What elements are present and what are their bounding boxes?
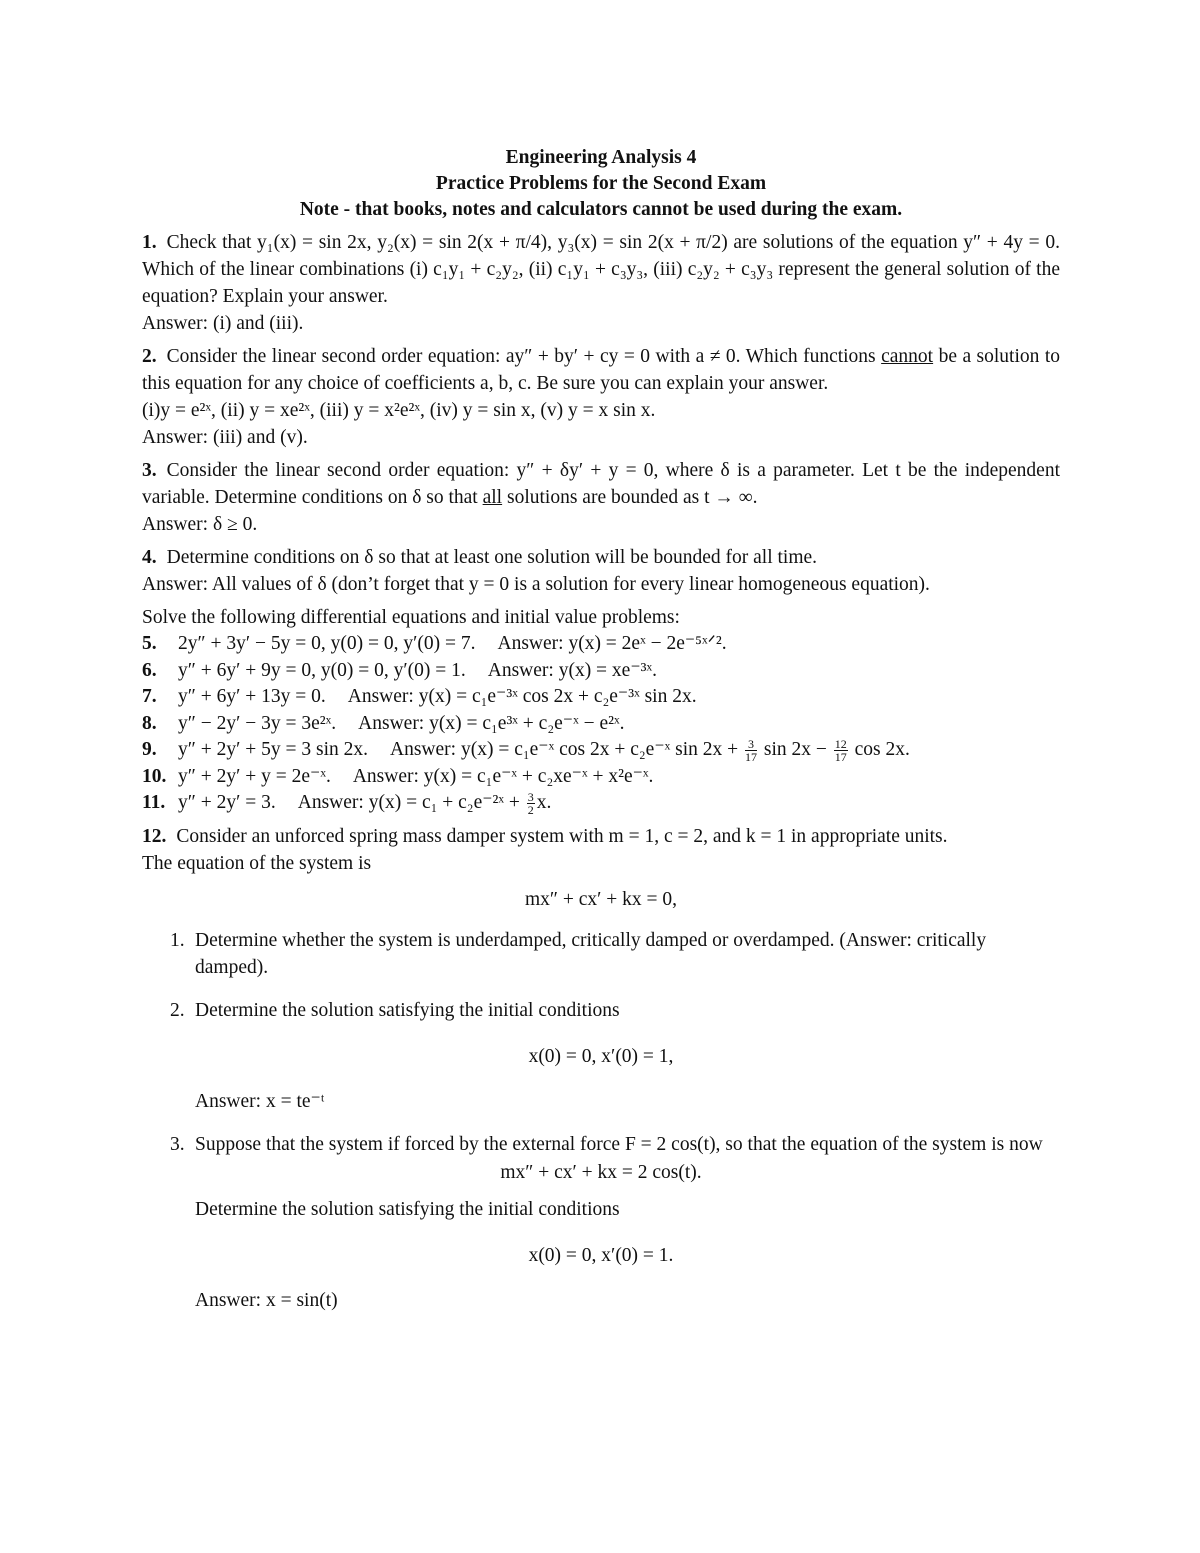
solve-item-10 xyxy=(142,764,1060,791)
document-title: Engineering Analysis 4 xyxy=(505,147,697,168)
problem-number: 7. xyxy=(142,686,157,707)
problem-number: 9. xyxy=(142,739,157,760)
subproblem-3 xyxy=(142,1131,1060,1314)
system-equation: mx″ + cx′ + kx = 0, xyxy=(524,888,678,910)
problem-text: be a solution to this equation for any choice of coefficients a, b, c. Be sure you can explain your answer. xyxy=(142,346,1061,394)
problem-number: 10. xyxy=(142,765,167,787)
subproblem-answer: Answer: x = te⁻ᵗ xyxy=(195,1090,325,1112)
subproblem-1 xyxy=(142,927,1060,981)
problem-answer: Answer: δ ≥ 0. xyxy=(142,514,258,535)
problem-answer: Answer: y(x) = xe⁻³ˣ. xyxy=(487,659,657,681)
problem-text: Consider the linear second order equation: ay″ + by′ + cy = 0 with a ≠ 0. Which functions xyxy=(166,346,876,367)
document-page xyxy=(142,145,1060,1330)
problem-number: 3. xyxy=(142,460,157,481)
problem-text: The equation of the system is xyxy=(142,852,372,874)
equation: y″ + 2y′ + 5y = 3 sin 2x. xyxy=(178,739,369,760)
solve-list xyxy=(142,631,1060,817)
numerator: 3 xyxy=(527,790,534,805)
problem-answer: Answer: y(x) = c₁e³ˣ + c₂e⁻ˣ − e²ˣ. xyxy=(358,712,625,734)
problem-answer: Answer: y(x) = 2eˣ − 2e⁻⁵ˣᐟ². xyxy=(497,633,727,654)
problem-number: 8. xyxy=(142,712,157,734)
problem-4 xyxy=(142,544,1060,598)
problem-answer: Answer: (iii) and (v). xyxy=(142,427,308,448)
subproblem-marker: 2. xyxy=(170,999,185,1021)
problem-text: Check that y₁(x) = sin 2x, y₂(x) = sin 2(x + π/4), y₃(x) = sin 2(x + π/2) are solutions of the xyxy=(166,232,885,253)
problem-2 xyxy=(142,343,1060,451)
answer-part: sin 2x − xyxy=(763,739,827,760)
problem-number: 11. xyxy=(142,792,166,813)
problem-answer: Answer: All values of δ (don’t forget that y = 0 is a solution for every linear homogeneous equation). xyxy=(142,574,930,595)
numerator: 12 xyxy=(834,737,847,752)
denominator: 2 xyxy=(527,803,534,818)
subproblem-text: Suppose that the system if forced by the external force F = 2 cos(t), so that the equation of the system is now xyxy=(195,1133,1043,1155)
underlined-word: all xyxy=(482,487,503,508)
fraction xyxy=(527,791,535,816)
exam-note: Note - that books, notes and calculators cannot be used during the exam. xyxy=(299,199,903,220)
problem-3 xyxy=(142,457,1060,538)
problem-text: equation y″ + 4y = 0. Which of the linear combinations (i) c₁y₁ + c₂y₂, (ii) c₁y₁ + c₃y₃, (iii) c₂y₂ + c₃y₃ xyxy=(142,232,1060,280)
solve-item-5 xyxy=(142,631,1060,658)
problem-number: 5. xyxy=(142,633,157,654)
denominator: 17 xyxy=(745,750,758,765)
subproblem-text: Determine whether the system is underdamped, critically damped or overdamped. (Answer: critically damped). xyxy=(195,929,987,978)
answer-part: cos 2x. xyxy=(854,739,910,760)
problem-1 xyxy=(142,229,1060,337)
problem-answer xyxy=(390,737,910,765)
problem-text: Consider the linear second order equation: y″ + δy′ + y = 0, where δ is a parameter. Let t be the xyxy=(166,460,958,481)
equation: y″ + 6y′ + 9y = 0, y(0) = 0, y′(0) = 1. xyxy=(178,659,466,681)
problem-text: represent the general solution of the equation? Explain your answer. xyxy=(142,259,1060,307)
answer-part: x. xyxy=(536,792,552,813)
problem-number: 4. xyxy=(142,547,157,568)
subproblem-2 xyxy=(142,997,1060,1115)
initial-conditions: x(0) = 0, x′(0) = 1, xyxy=(528,1045,674,1067)
denominator: 17 xyxy=(834,750,847,765)
solve-item-8 xyxy=(142,711,1060,738)
initial-conditions: x(0) = 0, x′(0) = 1. xyxy=(528,1244,674,1266)
equation: 2y″ + 3y′ − 5y = 0, y(0) = 0, y′(0) = 7. xyxy=(178,633,476,654)
equation: y″ + 6y′ + 13y = 0. xyxy=(178,686,326,707)
subproblem-answer: Answer: x = sin(t) xyxy=(195,1289,338,1311)
document-subtitle: Practice Problems for the Second Exam xyxy=(435,173,767,194)
equation: y″ − 2y′ − 3y = 3e²ˣ. xyxy=(178,712,337,734)
problem-text: Consider an unforced spring mass damper system with m = 1, c = 2, and k = 1 in appropriate units. xyxy=(176,825,948,847)
problem-answer: Answer: y(x) = c₁e⁻³ˣ cos 2x + c₂e⁻³ˣ sin 2x. xyxy=(347,686,697,707)
subproblem-text: Determine the solution satisfying the initial conditions xyxy=(195,999,620,1021)
problem-number: 6. xyxy=(142,659,157,681)
solve-item-11 xyxy=(142,790,1060,817)
fraction xyxy=(834,738,848,763)
subproblem-marker: 1. xyxy=(170,929,185,951)
problem-text: Determine conditions on δ so that at least one solution will be bounded for all time. xyxy=(166,547,818,568)
answer-part: Answer: y(x) = c₁ + c₂e⁻²ˣ + xyxy=(297,792,520,813)
problem-12 xyxy=(142,823,1060,877)
subproblem-marker: 3. xyxy=(170,1133,185,1155)
forced-equation: mx″ + cx′ + kx = 2 cos(t). xyxy=(500,1161,702,1183)
solve-item-7 xyxy=(142,684,1060,711)
solve-intro: Solve the following differential equations and initial value problems: xyxy=(142,607,680,628)
answer-part: Answer: y(x) = c₁e⁻ˣ cos 2x + c₂e⁻ˣ sin 2x + xyxy=(390,739,739,760)
equation: y″ + 2y′ + y = 2e⁻ˣ. xyxy=(178,765,331,787)
solve-item-9 xyxy=(142,737,1060,764)
underlined-word: cannot xyxy=(881,346,934,367)
problem-answer: Answer: y(x) = c₁e⁻ˣ + c₂xe⁻ˣ + x²e⁻ˣ. xyxy=(352,765,654,787)
problem-number: 12. xyxy=(142,825,167,847)
solve-item-6 xyxy=(142,658,1060,685)
problem-number: 1. xyxy=(142,232,157,253)
subproblem-list xyxy=(142,927,1060,1314)
equation: y″ + 2y′ = 3. xyxy=(178,792,276,813)
problem-answer xyxy=(297,790,552,818)
problem-number: 2. xyxy=(142,346,157,367)
problem-text: independent variable. Determine conditions on δ so that xyxy=(142,460,1061,508)
subproblem-text-2: Determine the solution satisfying the initial conditions xyxy=(195,1198,620,1220)
problem-text: solutions are bounded as t → ∞. xyxy=(506,487,758,508)
fraction xyxy=(745,738,757,763)
problem-text: (i)y = e²ˣ, (ii) y = xe²ˣ, (iii) y = x²e²ˣ, (iv) y = sin x, (v) y = x sin x. xyxy=(142,400,656,421)
problem-answer: Answer: (i) and (iii). xyxy=(142,313,304,334)
numerator: 3 xyxy=(745,738,757,751)
